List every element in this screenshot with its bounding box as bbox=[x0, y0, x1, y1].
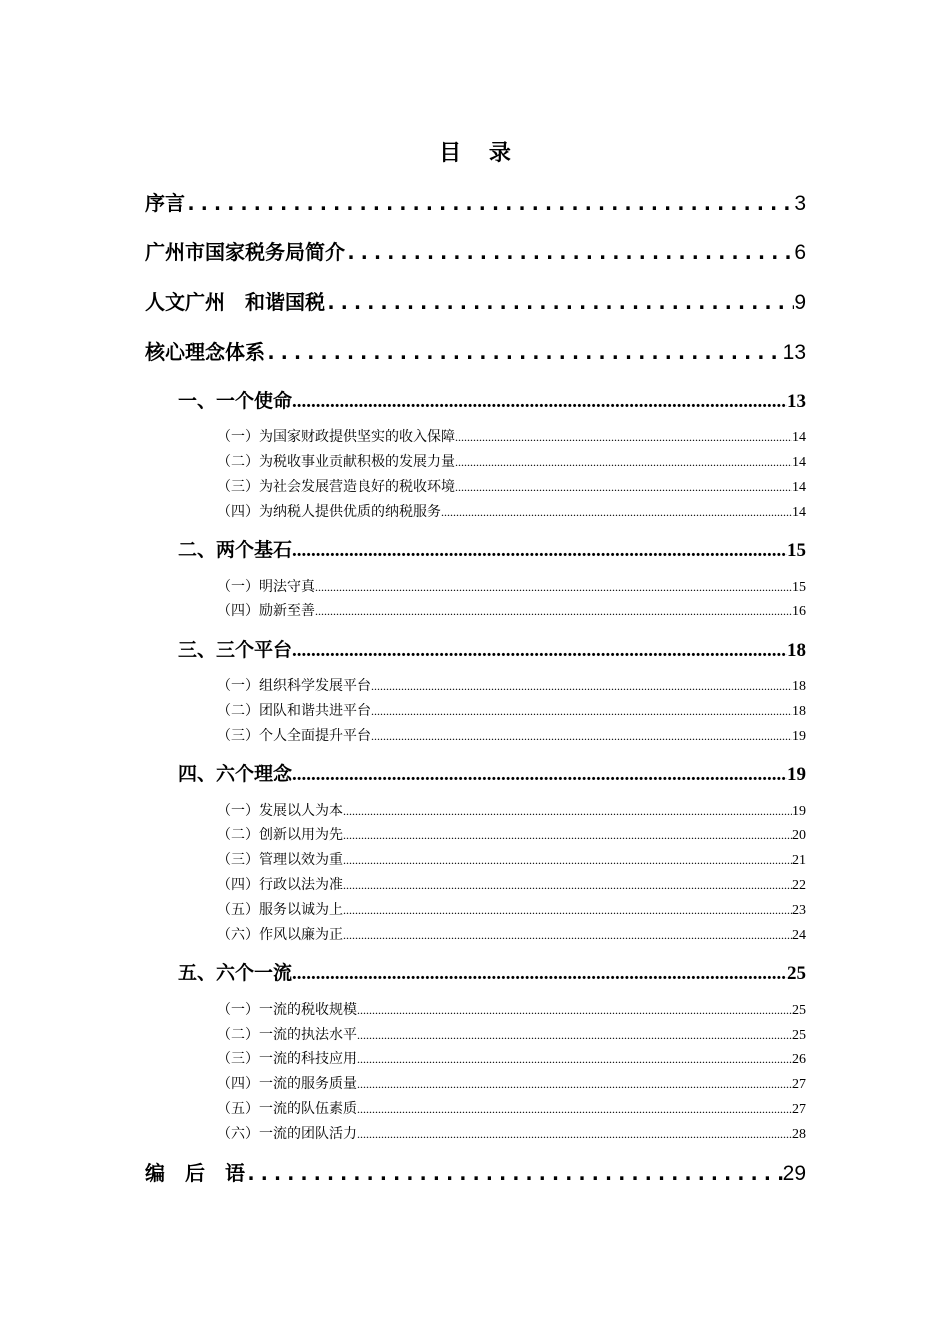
dot-leader bbox=[357, 1077, 792, 1092]
page-title: 目 录 bbox=[439, 141, 521, 166]
toc-page-number: 27 bbox=[792, 1077, 806, 1092]
toc-label: 核心理念体系 bbox=[145, 340, 265, 364]
toc-label: （四）行政以法为准 bbox=[217, 877, 343, 893]
toc-subentry[interactable] bbox=[217, 675, 806, 697]
toc-label: （四）为纳税人提供优质的纳税服务 bbox=[217, 504, 441, 520]
toc-page-number: 14 bbox=[792, 505, 806, 520]
dot-leader bbox=[325, 290, 794, 314]
dot-leader bbox=[343, 928, 792, 943]
toc-page-number: 14 bbox=[792, 430, 806, 445]
dot-leader bbox=[357, 1052, 792, 1067]
toc-subentry[interactable] bbox=[217, 476, 806, 498]
dot-leader bbox=[343, 804, 792, 819]
toc-label: （五）一流的队伍素质 bbox=[217, 1101, 357, 1117]
toc-subentry[interactable] bbox=[217, 899, 806, 921]
toc-page-number: 14 bbox=[792, 480, 806, 495]
dot-leader bbox=[343, 903, 792, 918]
toc-entry-humanities[interactable] bbox=[145, 286, 806, 316]
toc-page-number: 23 bbox=[792, 903, 806, 918]
toc-subentry[interactable] bbox=[217, 874, 806, 896]
toc-page-number: 19 bbox=[792, 729, 806, 744]
toc-subentry[interactable] bbox=[217, 725, 806, 747]
dot-leader bbox=[371, 704, 792, 719]
dot-leader bbox=[315, 580, 792, 595]
toc-page-number: 13 bbox=[787, 391, 806, 412]
toc-subentry[interactable] bbox=[217, 824, 806, 846]
toc-label: 广州市国家税务局简介 bbox=[145, 240, 345, 264]
toc-label: 人文广州 和谐国税 bbox=[145, 290, 325, 314]
toc-label: （一）组织科学发展平台 bbox=[217, 678, 371, 694]
toc-page-number: 15 bbox=[787, 540, 806, 561]
toc-page-number: 25 bbox=[792, 1028, 806, 1043]
toc-label: （一）明法守真 bbox=[217, 579, 315, 595]
toc-page-number: 16 bbox=[792, 604, 806, 619]
dot-leader bbox=[343, 878, 792, 893]
toc-label: 编 后 语 bbox=[145, 1161, 245, 1185]
toc-label: 序言 bbox=[145, 191, 185, 215]
toc-page-number: 9 bbox=[794, 291, 806, 314]
toc-label: 二、两个基石 bbox=[178, 539, 293, 561]
toc-page-number: 14 bbox=[792, 455, 806, 470]
toc-subentry[interactable] bbox=[217, 849, 806, 871]
toc-entry-intro[interactable] bbox=[145, 236, 806, 266]
toc-entry-section-3[interactable] bbox=[178, 635, 806, 663]
toc-page-number: 20 bbox=[792, 828, 806, 843]
toc-subentry[interactable] bbox=[217, 1123, 806, 1145]
toc-subentry[interactable] bbox=[217, 800, 806, 822]
toc-page-number: 26 bbox=[792, 1052, 806, 1067]
toc-label: （一）发展以人为本 bbox=[217, 803, 343, 819]
toc-subentry[interactable] bbox=[217, 1073, 806, 1095]
toc-label: （二）为税收事业贡献积极的发展力量 bbox=[217, 454, 455, 470]
toc-subentry[interactable] bbox=[217, 999, 806, 1021]
dot-leader bbox=[357, 1127, 792, 1142]
toc-subentry[interactable] bbox=[217, 1098, 806, 1120]
toc-label: （三）为社会发展营造良好的税收环境 bbox=[217, 479, 455, 495]
dot-leader bbox=[455, 455, 792, 470]
toc-subentry[interactable] bbox=[217, 924, 806, 946]
toc-label: （四）励新至善 bbox=[217, 603, 315, 619]
toc-subentry[interactable] bbox=[217, 700, 806, 722]
dot-leader bbox=[357, 1003, 792, 1018]
toc-subentry[interactable] bbox=[217, 1024, 806, 1046]
dot-leader bbox=[371, 679, 792, 694]
toc-label: （二）创新以用为先 bbox=[217, 827, 343, 843]
toc-page-number: 15 bbox=[792, 580, 806, 595]
toc-page-number: 6 bbox=[794, 241, 806, 264]
toc-page-number: 18 bbox=[792, 704, 806, 719]
toc-page-number: 24 bbox=[792, 928, 806, 943]
dot-leader bbox=[357, 1028, 792, 1043]
toc-subentry[interactable] bbox=[217, 426, 806, 448]
toc-label: （一）一流的税收规模 bbox=[217, 1002, 357, 1018]
toc-entry-section-4[interactable] bbox=[178, 759, 806, 787]
toc-label: （六）作风以廉为正 bbox=[217, 927, 343, 943]
toc-entry-core[interactable] bbox=[145, 336, 806, 366]
toc-page-number: 19 bbox=[792, 804, 806, 819]
toc-subentry[interactable] bbox=[217, 501, 806, 523]
toc-page-number: 22 bbox=[792, 878, 806, 893]
toc-page-number: 13 bbox=[782, 341, 806, 364]
toc-entry-afterword[interactable] bbox=[145, 1157, 806, 1187]
toc-label: 三、三个平台 bbox=[178, 639, 293, 661]
toc-label: （一）为国家财政提供坚实的收入保障 bbox=[217, 429, 455, 445]
toc-label: （五）服务以诚为上 bbox=[217, 902, 343, 918]
toc-page-number: 29 bbox=[782, 1162, 806, 1185]
dot-leader bbox=[245, 1161, 783, 1185]
dot-leader bbox=[292, 540, 787, 562]
toc-label: （三）管理以效为重 bbox=[217, 852, 343, 868]
toc-label: （六）一流的团队活力 bbox=[217, 1126, 357, 1142]
toc-label: （二）一流的执法水平 bbox=[217, 1027, 357, 1043]
dot-leader bbox=[292, 640, 787, 662]
toc-page-number: 18 bbox=[787, 640, 806, 661]
dot-leader bbox=[455, 480, 792, 495]
toc-label: （四）一流的服务质量 bbox=[217, 1076, 357, 1092]
dot-leader bbox=[345, 240, 794, 264]
toc-subentry[interactable] bbox=[217, 576, 806, 598]
toc-entry-section-5[interactable] bbox=[178, 958, 806, 986]
toc-label: 四、六个理念 bbox=[178, 763, 293, 785]
dot-leader bbox=[315, 604, 792, 619]
toc-entry-section-2[interactable] bbox=[178, 535, 806, 563]
toc-label: （三）一流的科技应用 bbox=[217, 1051, 357, 1067]
toc-page-number: 27 bbox=[792, 1102, 806, 1117]
dot-leader bbox=[265, 340, 783, 364]
dot-leader bbox=[357, 1102, 792, 1117]
toc-subentry[interactable] bbox=[217, 1048, 806, 1070]
toc-page-number: 28 bbox=[792, 1127, 806, 1142]
dot-leader bbox=[185, 191, 794, 215]
toc-subentry[interactable] bbox=[217, 600, 806, 622]
toc-subentry[interactable] bbox=[217, 451, 806, 473]
dot-leader bbox=[343, 853, 792, 868]
toc-entry-section-1[interactable] bbox=[178, 386, 806, 414]
dot-leader bbox=[292, 391, 787, 413]
dot-leader bbox=[343, 828, 792, 843]
toc-page-number: 3 bbox=[794, 192, 806, 215]
dot-leader bbox=[292, 963, 787, 985]
toc-page-number: 25 bbox=[787, 963, 806, 984]
toc-page-number: 21 bbox=[792, 853, 806, 868]
toc-page-number: 25 bbox=[792, 1003, 806, 1018]
toc-page-number: 19 bbox=[787, 764, 806, 785]
toc-entry-preface[interactable] bbox=[145, 187, 806, 217]
dot-leader bbox=[455, 430, 792, 445]
dot-leader bbox=[371, 729, 792, 744]
toc-label: （二）团队和谐共进平台 bbox=[217, 703, 371, 719]
toc-page-number: 18 bbox=[792, 679, 806, 694]
toc-label: 一、一个使命 bbox=[178, 390, 293, 412]
toc-label: （三）个人全面提升平台 bbox=[217, 728, 371, 744]
dot-leader bbox=[292, 764, 787, 786]
toc-label: 五、六个一流 bbox=[178, 962, 293, 984]
dot-leader bbox=[441, 505, 792, 520]
